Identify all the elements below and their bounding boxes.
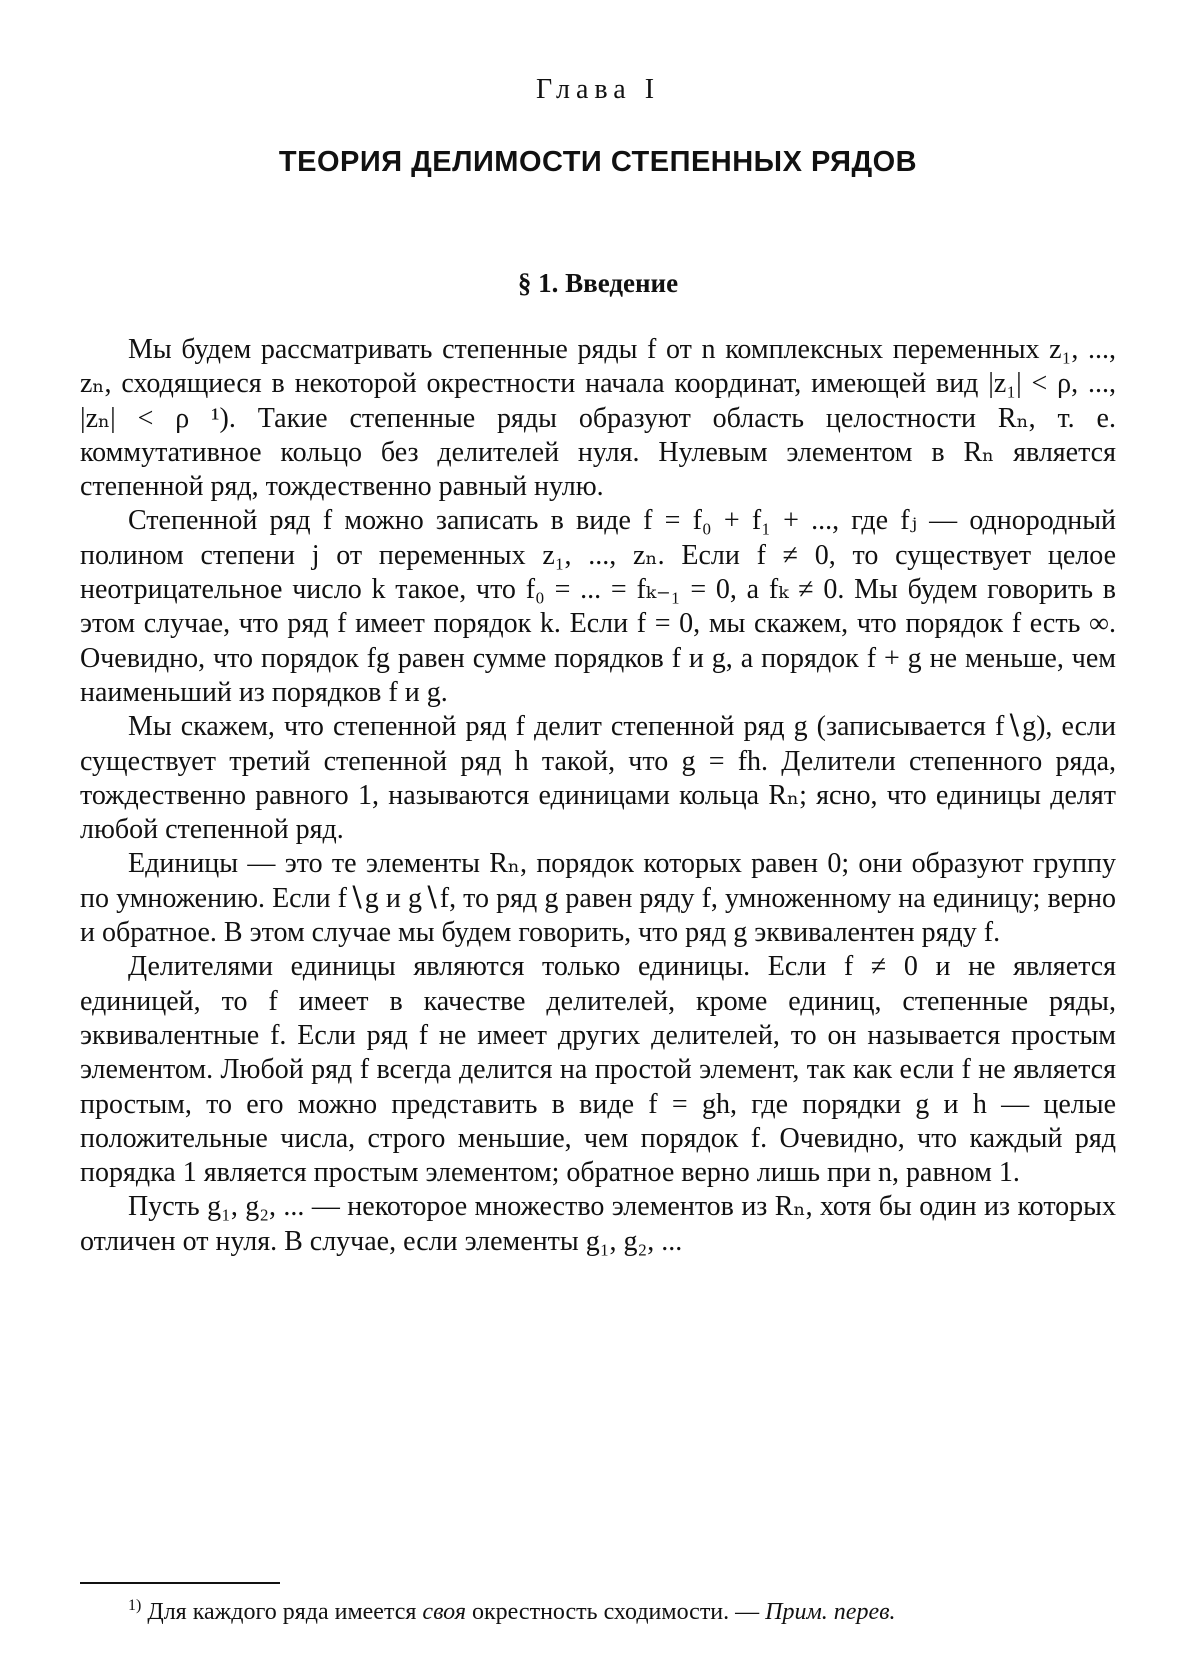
book-page bbox=[80, 0, 1116, 1675]
footnote-translator-note: Прим. перев. bbox=[765, 1599, 895, 1625]
chapter-title: ТЕОРИЯ ДЕЛИМОСТИ СТЕПЕННЫХ РЯДОВ bbox=[80, 146, 1116, 179]
footnote-emphasis: своя bbox=[422, 1599, 466, 1625]
paragraph-set: Пусть g₁, g₂, ... — некоторое множество элементов из Rₙ, хотя бы один из которых отличен от нуля. В случае, если элементы g₁, g₂, ... bbox=[80, 1190, 1116, 1259]
body-text bbox=[80, 333, 1116, 1259]
footnote-divider bbox=[80, 1582, 280, 1584]
footnote-marker: 1) bbox=[128, 1597, 141, 1614]
paragraph-units: Единицы — это те элементы Rₙ, порядок которых равен 0; они образуют группу по умножению. Если f∖g и g∖f, то ряд g равен ряду f, умноженному на единицу; верно и обратное. В этом случае мы будем говорить, что ряд g эквивалентен ряду f. bbox=[80, 847, 1116, 950]
paragraph-divides: Мы скажем, что степенной ряд f делит степенной ряд g (записывается f∖g), если существует третий степенной ряд h такой, что g = fh. Делители степенного ряда, тождественно равного 1, называются единицами кольца Rₙ; ясно, что единицы делят любой степенной ряд. bbox=[80, 710, 1116, 847]
section-title: § 1. Введение bbox=[80, 268, 1116, 299]
chapter-label: Глава I bbox=[80, 74, 1116, 106]
footnote-text-after: окрестность сходимости. — bbox=[472, 1599, 759, 1625]
paragraph-intro: Мы будем рассматривать степенные ряды f от n комплексных переменных z₁, ..., zₙ, сходящиеся в некоторой окрестности начала координат, имеющей вид |z₁| < ρ, ..., |zₙ| < ρ ¹). Такие степенные ряды образуют область целостности Rₙ, т. е. коммутативное кольцо без делителей нуля. Нулевым элементом в Rₙ является степенной ряд, тождественно равный нулю. bbox=[80, 333, 1116, 504]
footnote bbox=[80, 1598, 1116, 1627]
footnote-text-before: Для каждого ряда имеется bbox=[147, 1599, 416, 1625]
paragraph-order: Степенной ряд f можно записать в виде f = f₀ + f₁ + ..., где fⱼ — однородный полином степени j от переменных z₁, ..., zₙ. Если f ≠ 0, то существует целое неотрицательное число k такое, что f₀ = ... = fₖ₋₁ = 0, а fₖ ≠ 0. Мы будем говорить в этом случае, что ряд f имеет порядок k. Если f = 0, мы скажем, что порядок f есть ∞. Очевидно, что порядок fg равен сумме порядков f и g, а порядок f + g не меньше, чем наименьший из порядков f и g. bbox=[80, 504, 1116, 710]
paragraph-prime: Делителями единицы являются только единицы. Если f ≠ 0 и не является единицей, то f имеет в качестве делителей, кроме единиц, степенные ряды, эквивалентные f. Если ряд f не имеет других делителей, то он называется простым элементом. Любой ряд f всегда делится на простой элемент, так как если f не является простым, то его можно представить в виде f = gh, где порядки g и h — целые положительные числа, строго меньшие, чем порядок f. Очевидно, что каждый ряд порядка 1 является простым элементом; обратное верно лишь при n, равном 1. bbox=[80, 950, 1116, 1190]
